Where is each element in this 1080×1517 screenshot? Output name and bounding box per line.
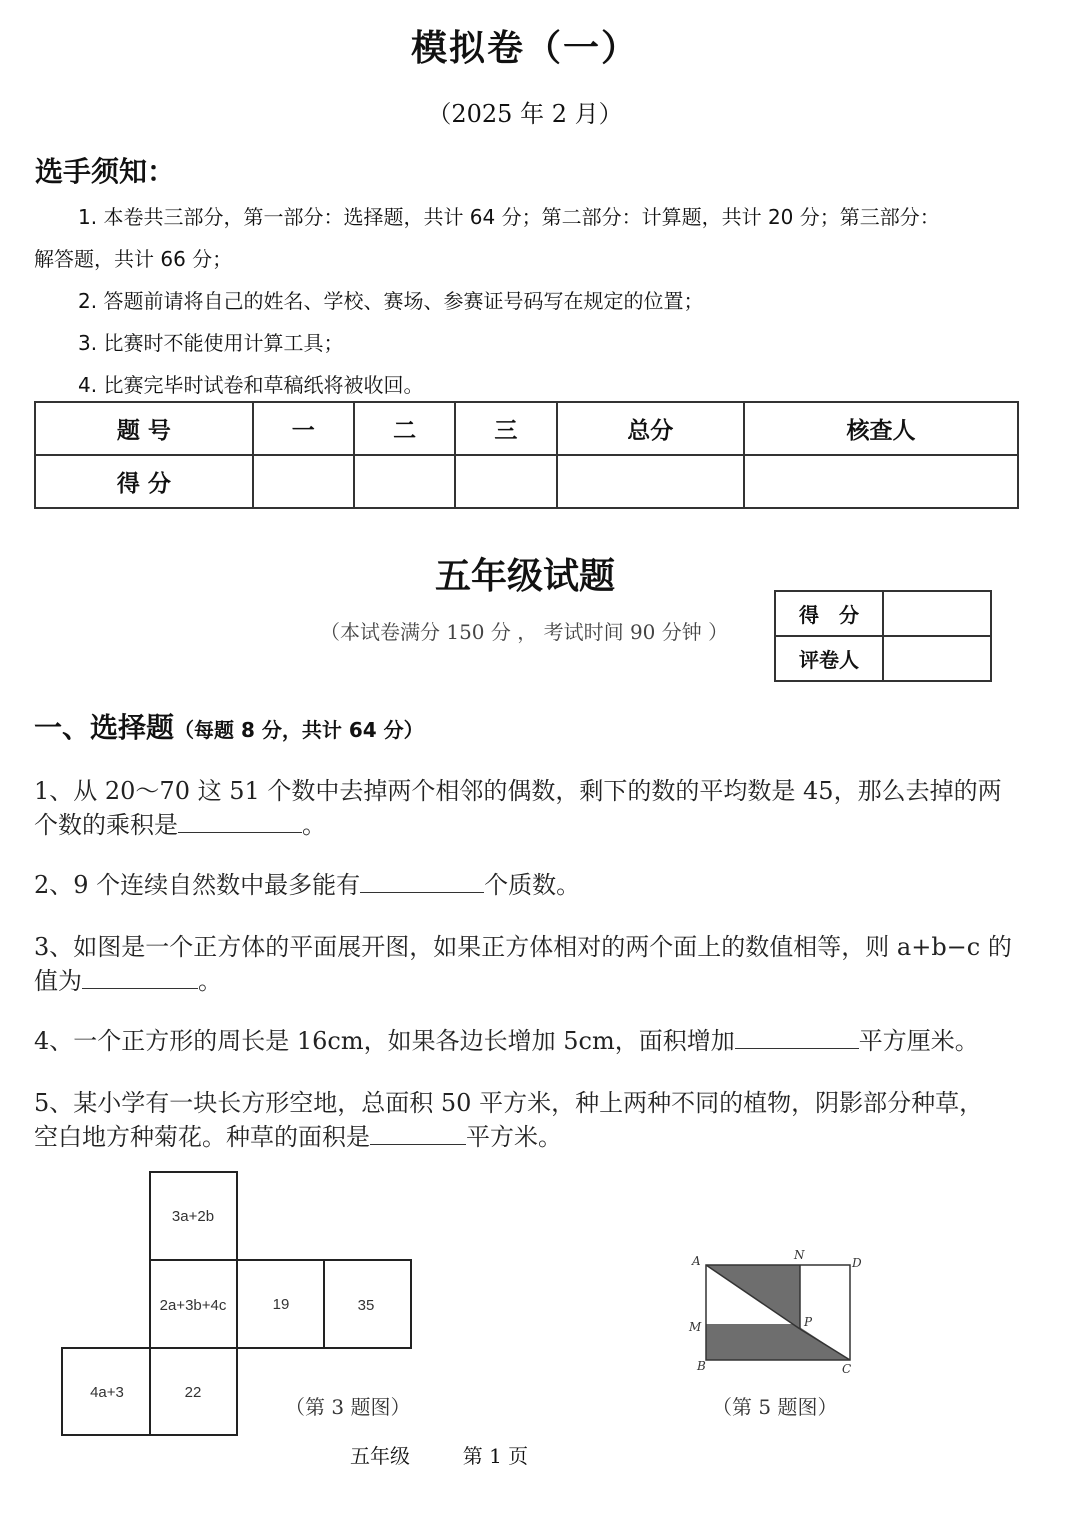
grader-name-label: 评卷人 — [775, 636, 883, 681]
label-C: C — [842, 1362, 852, 1376]
grader-name-field[interactable] — [883, 636, 991, 681]
label-B: B — [697, 1359, 706, 1373]
grade-title: 五年级试题 — [434, 556, 615, 597]
net-label-bottom: 22 — [184, 1384, 202, 1401]
question-5-end: 平方米。 — [466, 1123, 562, 1151]
grader-box — [774, 590, 992, 682]
net-label-bottom-left: 4a+3 — [90, 1384, 124, 1401]
question-3-end: 。 — [198, 967, 222, 995]
shaded-quad — [706, 1324, 850, 1360]
question-5-line-2 — [34, 1120, 1024, 1154]
question-1 — [34, 774, 1024, 842]
grader-score-label: 得 分 — [775, 591, 883, 636]
score-cell-part3[interactable] — [455, 455, 556, 508]
exam-info: （本试卷满分 150 分 ， 考试时间 90 分钟 ） — [320, 620, 729, 644]
question-2-end: 个质数。 — [484, 871, 581, 899]
score-cell-checker[interactable] — [744, 455, 1018, 508]
label-N: N — [794, 1248, 805, 1262]
question-1-end: 。 — [302, 811, 326, 839]
header-cell-question-no: 题 号 — [35, 402, 253, 455]
answer-blank-1[interactable] — [178, 810, 302, 833]
header-cell-total: 总分 — [557, 402, 745, 455]
net-label-right-2: 35 — [357, 1297, 375, 1314]
question-1-text: 个数的乘积是 — [34, 811, 178, 839]
answer-blank-3[interactable] — [82, 966, 198, 989]
figure-5-rectangle — [680, 1242, 870, 1382]
figure-5-caption: （第 5 题图） — [712, 1395, 838, 1419]
section-1-subtitle: （每题 8 分，共计 64 分） — [174, 718, 424, 742]
label-A: A — [692, 1254, 701, 1268]
label-P: P — [804, 1315, 813, 1329]
footer-page: 第 1 页 — [462, 1444, 529, 1468]
footer-grade: 五年级 — [350, 1444, 410, 1468]
header-cell-part1: 一 — [253, 402, 354, 455]
rule-2: 2. 答题前请将自己的姓名、学校、赛场、参赛证号码写在规定的位置； — [78, 289, 704, 313]
net-label-top: 3a+2b — [171, 1208, 215, 1225]
label-D: D — [852, 1256, 862, 1270]
rule-4: 4. 比赛完毕时试卷和草稿纸将被收回。 — [78, 373, 424, 397]
figure-3-caption: （第 3 题图） — [285, 1395, 411, 1419]
exam-date: （2025 年 2 月） — [427, 100, 623, 128]
score-cell-total[interactable] — [557, 455, 745, 508]
question-3-line-1: 3、如图是一个正方体的平面展开图，如果正方体相对的两个面上的数值相等，则 a+b−c 的 — [34, 933, 1012, 961]
grader-score-field[interactable] — [883, 591, 991, 636]
score-cell-part2[interactable] — [354, 455, 455, 508]
answer-blank-5[interactable] — [370, 1122, 466, 1145]
question-2 — [34, 868, 1024, 902]
label-M: M — [689, 1320, 702, 1334]
page-title: 模拟卷（一） — [410, 28, 639, 69]
question-5-line-1: 5、某小学有一块长方形空地，总面积 50 平方米，种上两种不同的植物，阴影部分种草， — [34, 1089, 984, 1117]
score-table — [34, 401, 1019, 509]
question-1-line-2 — [34, 808, 1024, 842]
question-4-text: 4、一个正方形的周长是 16cm，如果各边长增加 5cm，面积增加 — [34, 1027, 735, 1055]
question-2-text: 2、9 个连续自然数中最多能有 — [34, 871, 361, 899]
score-table-header-row — [35, 402, 1018, 455]
rule-1: 1. 本卷共三部分，第一部分：选择题，共计 64 分；第二部分：计算题，共计 20 分；第三部分： — [78, 205, 940, 229]
header-cell-part3: 三 — [455, 402, 556, 455]
net-label-right-1: 19 — [272, 1296, 290, 1313]
header-cell-checker: 核查人 — [744, 402, 1018, 455]
page-footer — [350, 1440, 528, 1469]
question-3-line-2 — [34, 964, 1024, 998]
notice-heading: 选手须知： — [35, 155, 176, 188]
score-table-score-row — [35, 455, 1018, 508]
score-cell-part1[interactable] — [253, 455, 354, 508]
question-5 — [34, 1086, 1024, 1154]
question-3-text: 值为 — [34, 967, 82, 995]
answer-blank-2[interactable] — [360, 870, 484, 893]
rule-1-cont: 解答题，共计 66 分； — [34, 247, 233, 271]
header-cell-part2: 二 — [354, 402, 455, 455]
section-1-heading — [34, 706, 424, 746]
question-4-end: 平方厘米。 — [858, 1027, 979, 1055]
score-row-label: 得 分 — [35, 455, 253, 508]
net-label-center: 2a+3b+4c — [159, 1297, 227, 1314]
answer-blank-4[interactable] — [735, 1026, 859, 1049]
rule-3: 3. 比赛时不能使用计算工具； — [78, 331, 344, 355]
question-3 — [34, 930, 1024, 998]
question-4 — [34, 1024, 1024, 1058]
question-5-text: 空白地方种菊花。种草的面积是 — [34, 1123, 370, 1151]
section-1-title: 一、选择题 — [34, 711, 175, 744]
question-1-line-1: 1、从 20～70 这 51 个数中去掉两个相邻的偶数，剩下的数的平均数是 45，那么去掉的两 — [34, 777, 1002, 805]
